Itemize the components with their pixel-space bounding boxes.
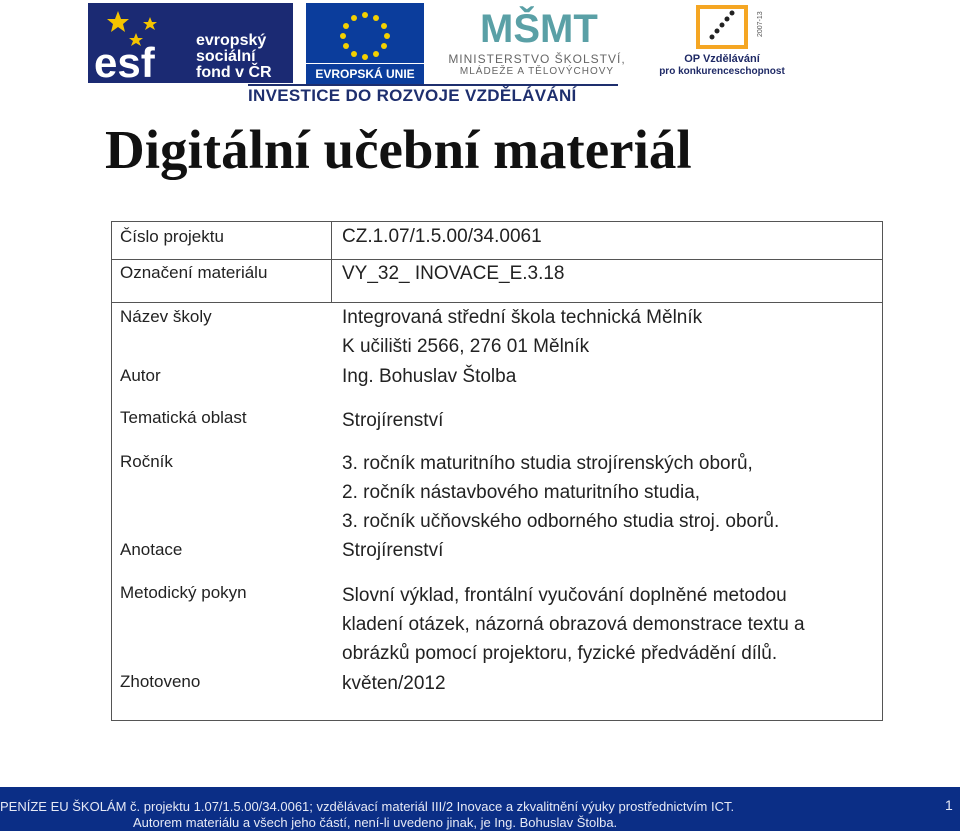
value-zhotoveno: květen/2012 [342,673,446,694]
msmt-mark-graphic [472,2,602,50]
label-nazev-skoly: Název školy [120,307,212,326]
label-rocnik: Ročník [120,452,173,471]
value-autor: Ing. Bohuslav Štolba [342,366,517,387]
op-logo [652,3,792,83]
esf-logo-graphic [88,3,293,86]
msmt-logo [432,2,642,80]
page-number: 1 [945,797,953,813]
label-metodicky-pokyn: Metodický pokyn [120,583,247,602]
footer-author-line: Autorem materiálu a všech jeho částí, není-li uvedeno jinak, je Ing. Bohuslav Štolba. [133,815,618,830]
svg-text:MŠMT: MŠMT [480,7,598,51]
footer-project-line: PENÍZE EU ŠKOLÁM č. projektu 1.07/1.5.00/34.0061; vzdělávací materiál III/2 Inovace a zkvalitnění výuky prostřednictvím ICT. [0,799,735,814]
value-anotace: Strojírenství [342,540,444,561]
value-oznaceni-materialu: VY_32_ INOVACE_E.3.18 [342,263,565,284]
page-title: Digitální učební materiál [105,119,692,180]
label-autor: Autor [120,366,161,385]
investice-slogan: INVESTICE DO ROZVOJE VZDĚLÁVÁNÍ [248,86,577,105]
label-zhotoveno: Zhotoveno [120,672,201,691]
value-adresa-skoly: K učilišti 2566, 276 01 Mělník [342,336,590,357]
info-table [111,221,883,721]
label-oznaceni-materialu: Označení materiálu [120,263,268,282]
value-rocnik-3: 3. ročník učňovského odborného studia stroj. oborů. [342,511,780,532]
svg-text:esf: esf [94,39,155,86]
label-tematicka-oblast: Tematická oblast [120,408,247,427]
msmt-line-2: MLÁDEŽE A TĚLOVÝCHOVY [459,66,615,77]
label-anotace: Anotace [120,540,183,559]
value-nazev-skoly: Integrovaná střední škola technická Mělník [342,307,703,328]
eu-label: EVROPSKÁ UNIE [306,63,424,84]
esf-logo [88,3,293,86]
svg-text:2007-13: 2007-13 [757,11,764,37]
column-divider [331,222,332,302]
msmt-line-1: MINISTERSTVO ŠKOLSTVÍ, [448,52,626,66]
op-line-1: OP Vzdělávání [684,53,760,65]
svg-text:evropský: evropský [196,32,267,49]
op-line-2: pro konkurenceschopnost [659,66,785,77]
op-mark-graphic [682,3,762,51]
value-metodicky-pokyn-3: obrázků pomocí projektoru, fyzické předvádění dílů. [342,643,778,664]
value-cislo-projektu: CZ.1.07/1.5.00/34.0061 [342,226,542,247]
logo-banner [0,0,960,110]
value-tematicka-oblast: Strojírenství [342,410,444,431]
value-metodicky-pokyn-2: kladení otázek, názorná obrazová demonstrace textu a [342,614,805,635]
svg-text:sociální: sociální [196,48,256,65]
value-rocnik-2: 2. ročník nástavbového maturitního studia, [342,482,701,503]
label-cislo-projektu: Číslo projektu [120,227,224,246]
eu-flag-icon [306,3,424,63]
eu-logo [306,3,424,83]
value-metodicky-pokyn-1: Slovní výklad, frontální vyučování doplněné metodou [342,585,787,606]
value-rocnik-1: 3. ročník maturitního studia strojírenských oborů, [342,453,753,474]
svg-text:fond v ČR: fond v ČR [196,64,272,81]
footer-bar [0,787,960,831]
